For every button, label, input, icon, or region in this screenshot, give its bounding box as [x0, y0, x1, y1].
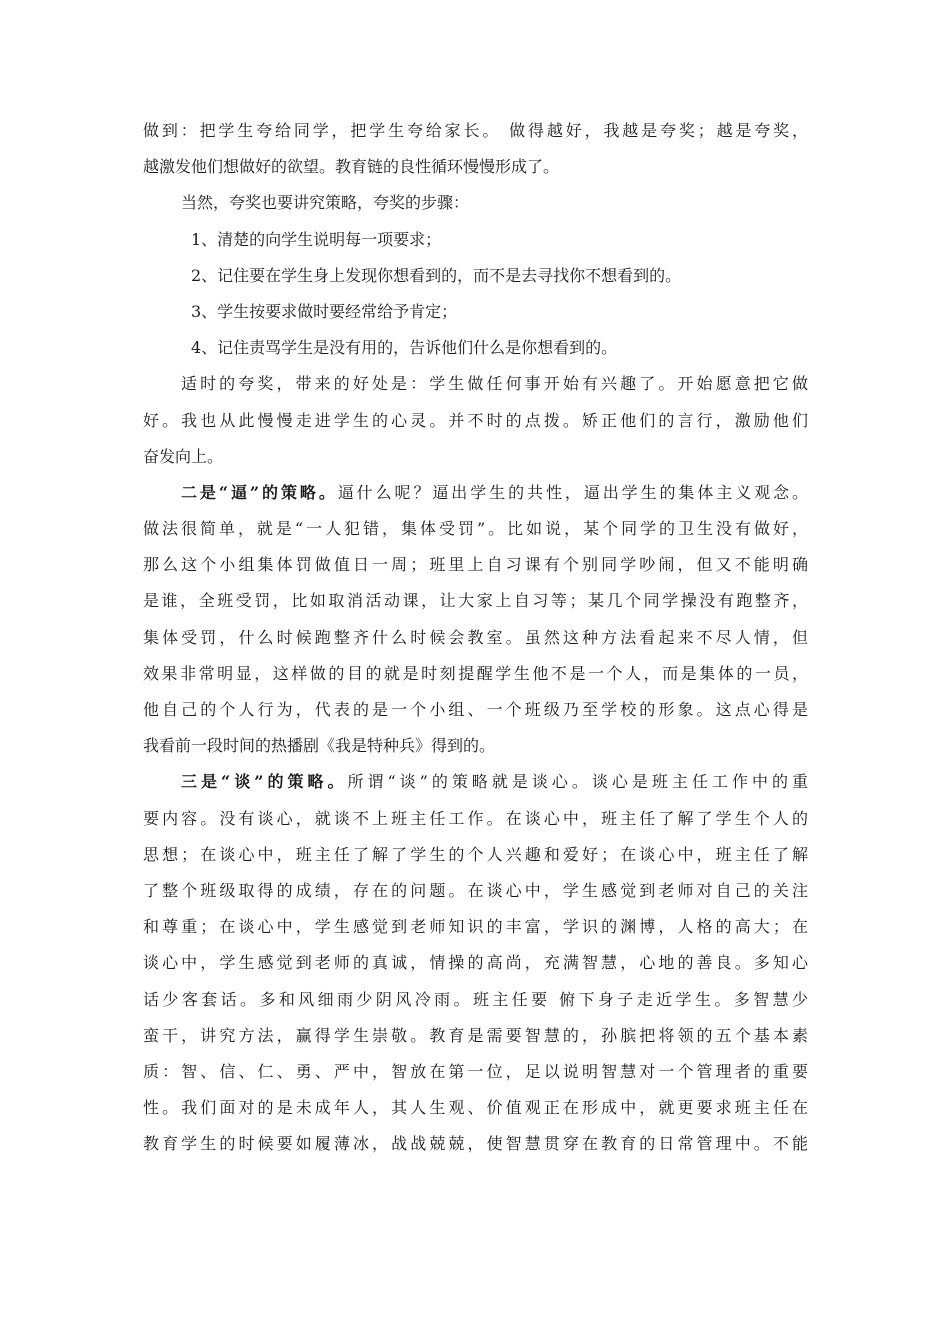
document-page [143, 113, 808, 1162]
text-line [143, 764, 808, 800]
text-line: 要内容。没有谈心，就谈不上班主任工作。在谈心中，班主任了解了学生个人的 [143, 808, 808, 828]
text-line: 和尊重；在谈心中，学生感觉到老师知识的丰富，学识的渊博，人格的高大；在 [143, 917, 808, 937]
text-line: 做法很简单，就是“一人犯错，集体受罚”。比如说，某个同学的卫生没有做好， [143, 519, 808, 539]
text-fragment: 逼什么呢？逼出学生的共性，逼出学生的集体主义观念。 [337, 482, 808, 502]
text-line: 那么这个小组集体罚做值日一周；班里上自习课有个别同学吵闹，但又不能明确 [143, 555, 808, 575]
list-item: 3、学生按要求做时要经常给予肯定； [191, 301, 458, 321]
list-item: 1、清楚的向学生说明每一项要求； [191, 229, 442, 249]
text-line: 性。我们面对的是未成年人，其人生观、价值观正在形成中，就更要求班主任在 [143, 1098, 808, 1118]
paragraph-talk-strategy [143, 764, 808, 1162]
text-fragment: 所谓“谈”的策略就是谈心。谈心是班主任工作中的重 [347, 772, 808, 792]
list-item: 4、记住责骂学生是没有用的，告诉他们什么是你想看到的。 [191, 338, 618, 358]
paragraph-push-strategy [143, 475, 808, 765]
text-line [143, 475, 808, 511]
text-line: 我看前一段时间的热播剧《我是特种兵》得到的。 [143, 736, 496, 756]
section-heading-talk: 三是“谈”的策略。 [181, 772, 348, 792]
text-line: 当然，夸奖也要讲究策略，夸奖的步骤： [181, 193, 470, 213]
text-line: 质：智、信、仁、勇、严中，智放在第一位，足以说明智慧对一个管理者的重要 [143, 1061, 808, 1081]
text-line: 奋发向上。 [143, 446, 224, 466]
text-line: 思想；在谈心中，班主任了解了学生的个人兴趣和爱好；在谈心中，班主任了解 [143, 844, 808, 864]
text-line: 效果非常明显，这样做的目的就是时刻提醒学生他不是一个人，而是集体的一员， [143, 663, 808, 683]
text-line: 好。我也从此慢慢走进学生的心灵。并不时的点拨。矫正他们的言行，激励他们 [143, 410, 808, 430]
paragraph-praise-benefits [143, 366, 808, 475]
text-line: 谈心中，学生感觉到老师的真诚，情操的高尚，充满智慧，心地的善良。多知心 [143, 953, 808, 973]
text-line: 蛮干，讲究方法，赢得学生崇敬。教育是需要智慧的，孙膑把将领的五个基本素 [143, 1025, 808, 1045]
text-line: 教育学生的时候要如履薄冰，战战兢兢，使智慧贯穿在教育的日常管理中。不能 [143, 1134, 808, 1154]
text-line: 越激发他们想做好的欲望。教育链的良性循环慢慢形成了。 [143, 157, 560, 177]
text-line: 了整个班级取得的成绩，存在的问题。在谈心中，学生感觉到老师对自己的关注 [143, 880, 808, 900]
paragraph-praise-intro [143, 113, 808, 185]
section-heading-push: 二是“逼”的策略。 [181, 482, 338, 502]
text-line: 做到：把学生夸给同学，把学生夸给家长。 做得越好，我越是夸奖；越是夸奖， [143, 121, 808, 140]
text-line: 话少客套话。多和风细雨少阴风冷雨。班主任要 俯下身子走近学生。多智慧少 [143, 989, 808, 1009]
text-line: 集体受罚，什么时候跑整齐什么时候会教室。虽然这种方法看起来不尽人情，但 [143, 627, 808, 647]
text-line: 是谁，全班受罚，比如取消活动课，让大家上自习等；某几个同学操没有跑整齐， [143, 591, 808, 611]
text-line: 他自己的个人行为，代表的是一个小组、一个班级乃至学校的形象。这点心得是 [143, 700, 808, 719]
paragraph-praise-strategy [143, 185, 808, 221]
text-line: 适时的夸奖，带来的好处是：学生做任何事开始有兴趣了。开始愿意把它做 [181, 374, 808, 394]
praise-steps-list [143, 222, 808, 367]
list-item: 2、记住要在学生身上发现你想看到的，而不是去寻找你不想看到的。 [191, 265, 682, 285]
